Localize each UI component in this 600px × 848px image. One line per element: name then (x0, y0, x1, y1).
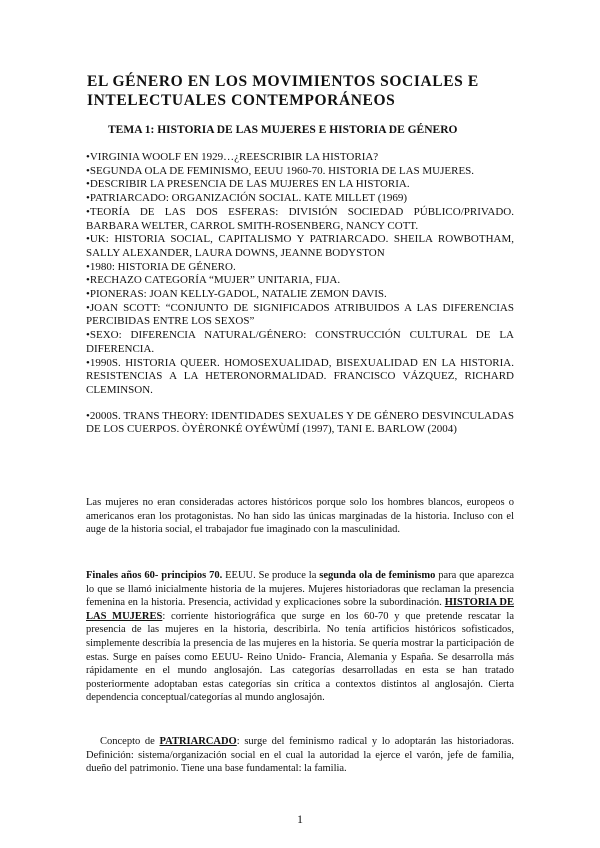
bullet-item: •PATRIARCADO: ORGANIZACIÓN SOCIAL. KATE MILLET (1969) (86, 192, 408, 205)
paragraph-1 (86, 496, 514, 537)
bullet-item: •1980: HISTORIA DE GÉNERO. (86, 260, 236, 273)
bullet-item: •SEXO: DIFERENCIA NATURAL/GÉNERO: CONSTRUCCIÓN CULTURAL DE LA DIFERENCIA. (86, 329, 514, 355)
underlined-term: PATRIARCADO (159, 736, 237, 747)
text-run: : surge del feminismo radical y lo adoptarán las historiadoras. Definición: sistema/organización social en el cual la autoridad la ejerce el varón, jefe de familia, dueño del patrimonio. Tiene una base fundamental: la familia. (86, 736, 514, 775)
paragraph-text: Las mujeres no eran consideradas actores históricos porque solo los hombres blancos, europeos o americanos eran los protagonistas. No han sido las únicas marginadas de la historia. Incluso con el auge de la historia social, el trabajador fue imaginado con la masculinidad. (86, 497, 514, 536)
bullet-list (86, 151, 514, 437)
document-title: EL GÉNERO EN LOS MOVIMIENTOS SOCIALES E INTELECTUALES CONTEMPORÁNEOS (87, 73, 479, 109)
text-run: EEUU. Se produce la (222, 570, 320, 581)
paragraph-3 (86, 735, 514, 776)
topic-subtitle: TEMA 1: HISTORIA DE LAS MUJERES E HISTORIA DE GÉNERO (108, 124, 458, 136)
bullet-item: •PIONERAS: JOAN KELLY-GADOL, NATALIE ZEMON DAVIS. (86, 288, 387, 301)
bold-phrase: Finales años 60- principios 70. (86, 570, 223, 581)
text-run: : corriente historiográfica que surge en los 60-70 y que pretende rescatar la presencia de las mujeres en la historia, describirla. No tenía artificios históricos sofisticados, simplemente describía la presencia de las mujeres en la historia. Se quería mostrar la participación de estas. Surge en países como EEUU- Reino Unido- Francia, Alemania y España. Se desarrolla más rápidamente en el mundo anglosajón. Las categorías desarrolladas en esta se han tratado posteriormente adoptaban estas categorías sin crítica a contextos distintos al anglosajón. Cierta dependencia conceptual/categorías al mundo anglosajón. (86, 610, 514, 704)
bullet-item: •UK: HISTORIA SOCIAL, CAPITALISMO Y PATRIARCADO. SHEILA ROWBOTHAM, SALLY ALEXANDER, LAURA DOWNS, JEANNE BODYSTON (86, 233, 514, 259)
bullet-item: •1990S. HISTORIA QUEER. HOMOSEXUALIDAD, BISEXUALIDAD EN LA HISTORIA. RESISTENCIAS A LA HETERONORMALIDAD. FRANCISCO VÁZQUEZ, RICHARD CLEMINSON. (86, 356, 514, 396)
bullet-item: •DESCRIBIR LA PRESENCIA DE LAS MUJERES EN LA HISTORIA. (86, 178, 410, 191)
page-number: 1 (297, 812, 303, 826)
underlined-term: HISTORIA DE LAS MUJERES (86, 597, 514, 622)
bold-phrase: segunda ola de feminismo (319, 570, 436, 581)
text-run: para que aparezca lo que se llamó inicialmente historia de la mujeres. Mujeres historiadoras que reclaman la presencia femenina en la historia. Presencia, actividad y explicaciones sobre la subordinación. (86, 570, 515, 609)
bullet-item: •SEGUNDA OLA DE FEMINISMO, EEUU 1960-70. HISTORIA DE LAS MUJERES. (86, 164, 475, 177)
paragraph-text (86, 735, 514, 776)
bullet-item: •2000S. TRANS THEORY: IDENTIDADES SEXUALES Y DE GÉNERO DESVINCULADAS DE LOS CUERPOS. ÒYÈRONKÉ OYÉWÙMÍ (1997), TANI E. BARLOW (2004) (86, 409, 514, 436)
bullet-item: •TEORÍA DE LAS DOS ESFERAS: DIVISIÓN SOCIEDAD PÚBLICO/PRIVADO. BARBARA WELTER, CARROL SMITH-ROSENBERG, NANCY COTT. (86, 205, 514, 232)
paragraph-text (86, 569, 514, 705)
text-run: Concepto de (100, 736, 160, 747)
bullet-item: •RECHAZO CATEGORÍA “MUJER” UNITARIA, FIJA. (86, 274, 341, 287)
bullet-item: •VIRGINIA WOOLF EN 1929…¿REESCRIBIR LA HISTORIA? (86, 151, 379, 163)
paragraph-2 (86, 569, 514, 705)
bullet-item: •JOAN SCOTT: “CONJUNTO DE SIGNIFICADOS ATRIBUIDOS A LAS DIFERENCIAS PERCIBIDAS ENTRE LOS SEXOS” (86, 301, 514, 328)
